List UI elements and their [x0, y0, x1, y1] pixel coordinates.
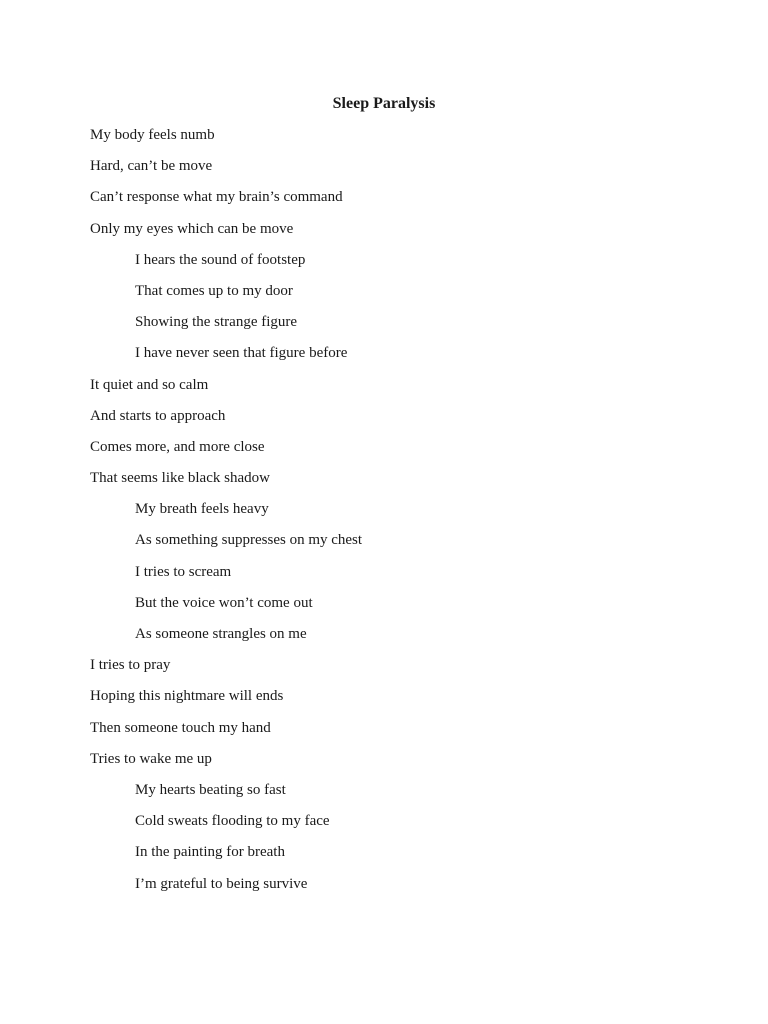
poem-line: But the voice won’t come out — [135, 594, 313, 611]
poem-line: Hoping this nightmare will ends — [90, 688, 284, 705]
poem-line: Hard, can’t be move — [90, 158, 213, 175]
poem-line: That seems like black shadow — [90, 470, 270, 487]
poem-line: I’m grateful to being survive — [135, 875, 308, 892]
poem-line: As something suppresses on my chest — [135, 532, 363, 549]
poem-line: My breath feels heavy — [135, 501, 269, 518]
poem-line: That comes up to my door — [135, 282, 293, 299]
poem-line: It quiet and so calm — [90, 376, 209, 393]
poem-line: And starts to approach — [90, 407, 226, 424]
poem-line: I hears the sound of footstep — [135, 251, 306, 268]
poem-line: I tries to pray — [90, 657, 171, 674]
poem-line: Showing the strange figure — [135, 314, 298, 331]
poem-line: Comes more, and more close — [90, 438, 265, 455]
poem-line: Only my eyes which can be move — [90, 220, 294, 237]
poem-line: I have never seen that figure before — [135, 345, 348, 362]
poem-body — [90, 124, 690, 904]
poem-line: Tries to wake me up — [90, 750, 212, 767]
poem-line: Can’t response what my brain’s command — [90, 189, 343, 206]
poem-line: In the painting for breath — [135, 844, 285, 861]
poem-title: Sleep Paralysis — [332, 95, 436, 112]
poem-line: As someone strangles on me — [135, 626, 307, 642]
poem-line: I tries to scream — [135, 563, 232, 580]
poem-line: My body feels numb — [90, 127, 215, 143]
poem-line: Cold sweats flooding to my face — [135, 813, 330, 830]
poem-line: My hearts beating so fast — [135, 781, 286, 798]
poem-line: Then someone touch my hand — [90, 719, 271, 736]
